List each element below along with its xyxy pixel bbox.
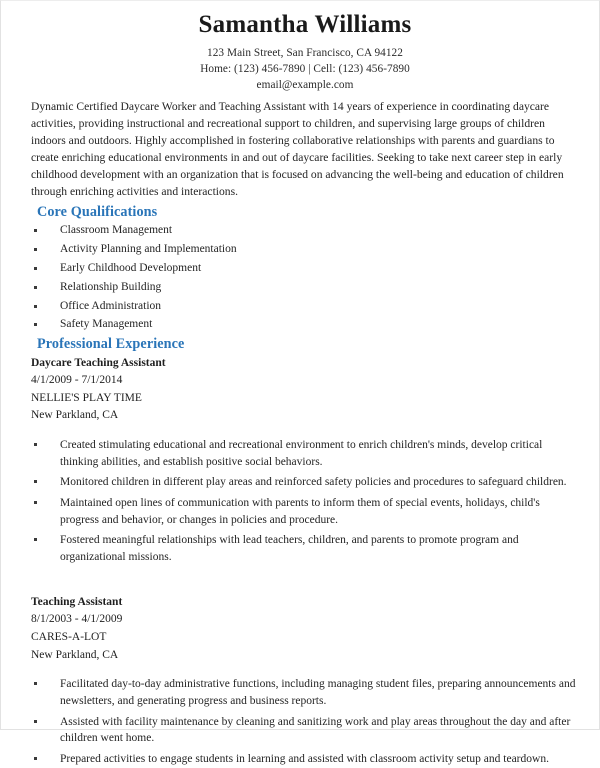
job-company: CARES-A-LOT <box>31 630 107 643</box>
list-item: Classroom Management <box>31 222 579 238</box>
section-heading-core-qualifications: Core Qualifications <box>37 203 158 220</box>
core-qualifications-list <box>31 222 579 332</box>
job-location: New Parkland, CA <box>31 648 119 661</box>
experience-entry <box>31 594 579 768</box>
job-duties-list <box>31 676 579 767</box>
list-item: Prepared activities to engage students in learning and assisted with classroom activity setup and teardown. <box>31 751 579 768</box>
contact-address: 123 Main Street, San Francisco, CA 94122 <box>207 46 403 59</box>
list-item: Created stimulating educational and recreational environment to enrich children's minds, develop critical thinking abilities, and establish positive social behaviors. <box>31 437 579 470</box>
list-item: Early Childhood Development <box>31 260 579 276</box>
professional-summary: Dynamic Certified Daycare Worker and Teaching Assistant with 14 years of experience in coordinating daycare activities, providing instructional and recreational support to children, and supervising large groups of children indoors and outdoors. Highly accomplished in fostering collaborative relationships with parents and guardians to create enriching educational environments in and out of daycare facilities. Seeking to take next career step in early childhood development with an organization that is focused on advancing the well-being and education of children through enriching activities and interactions. <box>31 100 564 198</box>
list-item: Assisted with facility maintenance by cleaning and sanitizing work and play areas throughout the day and after children went home. <box>31 714 579 747</box>
job-dates: 4/1/2009 - 7/1/2014 <box>31 374 123 387</box>
job-company: NELLIE'S PLAY TIME <box>31 391 142 404</box>
list-item: Office Administration <box>31 298 579 314</box>
contact-phones: Home: (123) 456-7890 | Cell: (123) 456-7890 <box>200 62 410 75</box>
list-item: Facilitated day-to-day administrative functions, including managing student files, preparing announcements and newsletters, and generating progress and business reports. <box>31 676 579 709</box>
list-item: Safety Management <box>31 316 579 332</box>
job-dates: 8/1/2003 - 4/1/2009 <box>31 613 123 626</box>
list-item: Monitored children in different play areas and reinforced safety policies and procedures to safeguard children. <box>31 474 579 491</box>
section-heading-professional-experience: Professional Experience <box>37 336 185 353</box>
job-title: Teaching Assistant <box>31 595 123 608</box>
list-item: Relationship Building <box>31 279 579 295</box>
list-item: Activity Planning and Implementation <box>31 241 579 257</box>
job-location: New Parkland, CA <box>31 409 119 422</box>
list-item: Maintained open lines of communication with parents to inform them of special events, holidays, child's progress and behavior, or changes in policies and procedure. <box>31 495 579 528</box>
contact-email: email@example.com <box>256 79 354 92</box>
job-title: Daycare Teaching Assistant <box>31 356 166 369</box>
list-item: Fostered meaningful relationships with lead teachers, children, and parents to promote program and organizational missions. <box>31 532 579 565</box>
candidate-name: Samantha Williams <box>198 11 412 38</box>
job-duties-list <box>31 437 579 566</box>
experience-entry <box>31 355 579 566</box>
